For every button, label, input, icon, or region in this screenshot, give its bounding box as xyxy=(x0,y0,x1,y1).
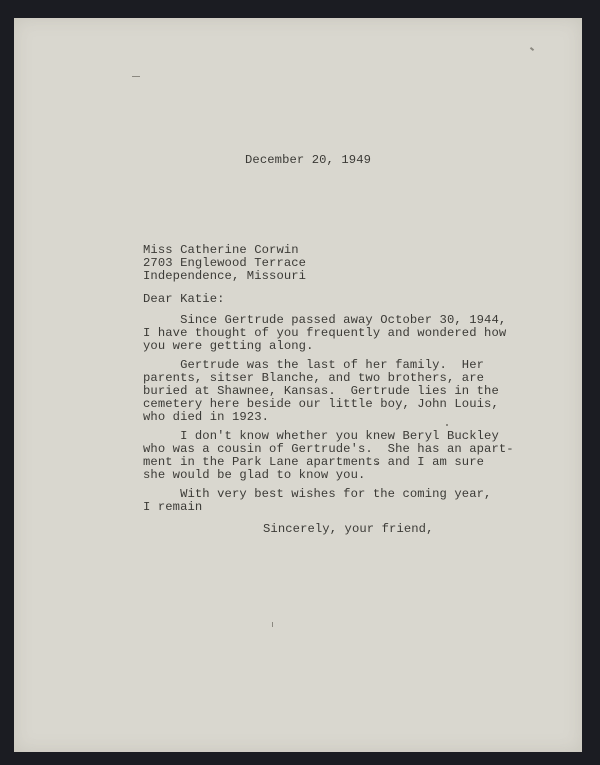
paper-speck xyxy=(530,47,534,51)
paragraph-line: buried at Shawnee, Kansas. Gertrude lies in the xyxy=(143,384,499,398)
paragraph-line: you were getting along. xyxy=(143,339,314,353)
paragraph-line: ment in the Park Lane apartments and I am sure xyxy=(143,455,485,469)
paper-speck xyxy=(446,424,448,426)
letter-page xyxy=(14,18,582,752)
paragraph-line: who died in 1923. xyxy=(143,410,270,424)
paragraph-line: parents, sitser Blanche, and two brothers, are xyxy=(143,371,485,385)
paper-speck xyxy=(132,76,140,77)
paragraph-line: she would be glad to know you. xyxy=(143,468,366,482)
closing: Sincerely, your friend, xyxy=(263,522,434,536)
recipient-street: 2703 Englewood Terrace xyxy=(143,256,307,270)
paragraph-line: I don't know whether you knew Beryl Buckley xyxy=(143,429,499,443)
salutation: Dear Katie: xyxy=(143,292,225,306)
paragraph-line: cemetery here beside our little boy, John Louis, xyxy=(143,397,499,411)
paragraph-line: who was a cousin of Gertrude's. She has an apart- xyxy=(143,442,514,456)
recipient-city: Independence, Missouri xyxy=(143,269,307,283)
recipient-name: Miss Catherine Corwin xyxy=(143,243,299,257)
paragraph-line: Since Gertrude passed away October 30, 1944, xyxy=(143,313,507,327)
paragraph-line: I remain xyxy=(143,500,203,514)
paragraph-line: With very best wishes for the coming year, xyxy=(143,487,492,501)
paragraph-line: Gertrude was the last of her family. Her xyxy=(143,358,485,372)
letter-date: December 20, 1949 xyxy=(245,153,372,167)
paper-speck xyxy=(272,622,273,627)
paragraph-line: I have thought of you frequently and wondered how xyxy=(143,326,507,340)
